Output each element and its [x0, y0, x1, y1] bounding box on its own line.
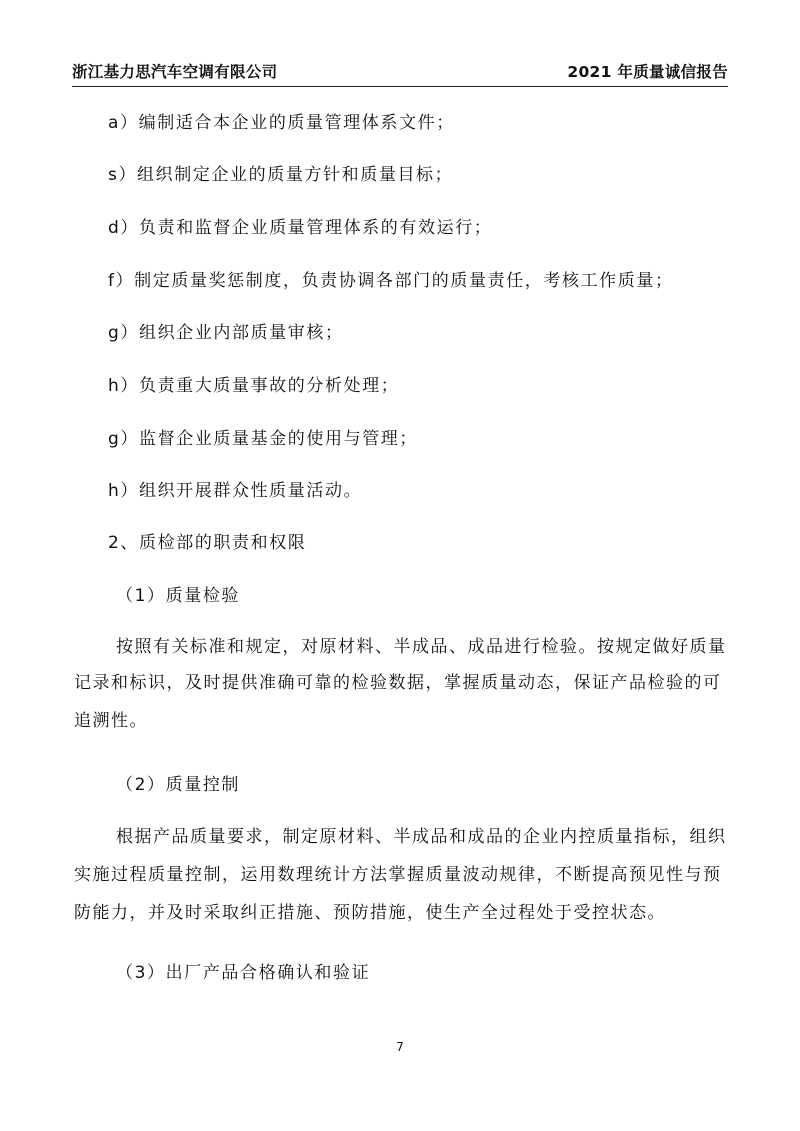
paragraph-line: 记录和标识，及时提供准确可靠的检验数据，掌握质量动态，保证产品检验的可 — [74, 673, 722, 693]
list-item: f）制定质量奖惩制度，负责协调各部门的质量责任，考核工作质量； — [108, 271, 674, 291]
paragraph-line: 根据产品质量要求，制定原材料、半成品和成品的企业内控质量指标，组织 — [116, 827, 727, 847]
paragraph-line: 实施过程质量控制，运用数理统计方法掌握质量波动规律，不断提高预见性与预 — [74, 865, 722, 885]
list-item: h）组织开展群众性质量活动。 — [108, 481, 363, 501]
subsection-heading: （3）出厂产品合格确认和验证 — [116, 963, 371, 983]
paragraph-line: 追溯性。 — [74, 711, 148, 731]
list-item: s）组织制定企业的质量方针和质量目标； — [108, 165, 454, 185]
list-item: h）负责重大质量事故的分析处理； — [108, 376, 400, 396]
paragraph-line: 防能力，并及时采取纠正措施、预防措施，使生产全过程处于受控状态。 — [74, 903, 666, 923]
report-title: 2021 年质量诚信报告 — [567, 63, 728, 81]
company-name: 浙江基力思汽车空调有限公司 — [72, 63, 278, 81]
page-header — [72, 60, 728, 87]
section-heading: 2、质检部的职责和权限 — [108, 533, 307, 553]
page-number: 7 — [396, 1040, 404, 1054]
paragraph-line: 按照有关标准和规定，对原材料、半成品、成品进行检验。按规定做好质量 — [116, 637, 727, 657]
subsection-heading: （2）质量控制 — [116, 775, 241, 795]
list-item: g）组织企业内部质量审核； — [108, 323, 344, 343]
list-item: d）负责和监督企业质量管理体系的有效运行； — [108, 218, 493, 238]
list-item: g）监督企业质量基金的使用与管理； — [108, 429, 418, 449]
subsection-heading: （1）质量检验 — [116, 586, 241, 606]
list-item: a）编制适合本企业的质量管理体系文件； — [108, 113, 455, 133]
